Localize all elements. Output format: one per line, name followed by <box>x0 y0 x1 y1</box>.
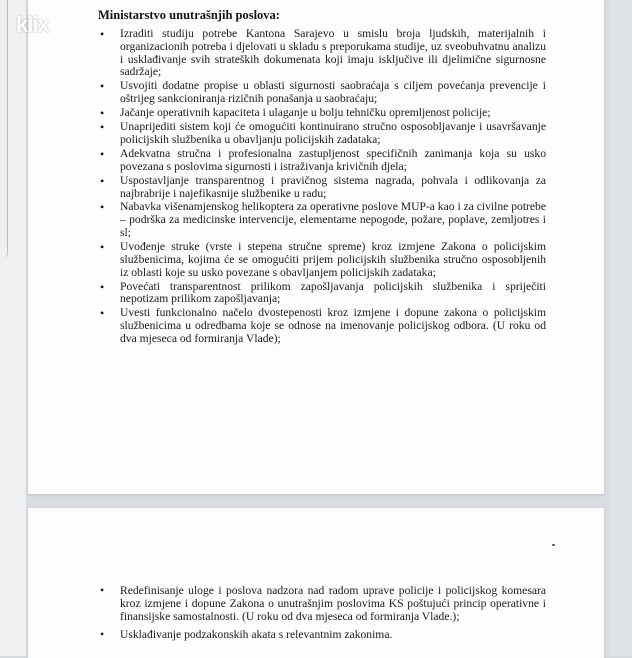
list-item-text: Redefinisanje uloge i poslova nadzora nad radom uprave policije i policijskog komesara kroz izmjene i dopune Zakona o unutrašnjim poslovima KS poštujući princip operativne i finansijske samostalnosti. (U roku od dva mjeseca od formiranja Vlade.); <box>120 584 546 624</box>
list-item <box>88 121 546 147</box>
list-item-text: Povećati transparentnost prilikom zapošljavanja policijskih službenika i spriječiti nepotizam prilikom zapošljavanja; <box>120 279 546 306</box>
bullet-icon: • <box>100 279 105 294</box>
list-item <box>88 628 546 641</box>
bullet-icon: • <box>100 200 105 215</box>
list-item <box>88 281 546 307</box>
list-item-text: Jačanje operativnih kapaciteta i ulaganje u bolju tehničku opremljenost policije; <box>120 106 491 120</box>
scan-speck <box>552 544 555 546</box>
list-item <box>88 107 546 120</box>
bullet-icon: • <box>100 306 105 321</box>
list-item <box>88 80 546 106</box>
list-item-text: Usvojiti dodatne propise u oblasti sigurnosti saobraćaja s ciljem povećanja prevencije i oštrijeg sankcioniranja rizičnih ponašanja u saobraćaju; <box>120 79 546 106</box>
bullet-icon: • <box>100 173 105 188</box>
list-item <box>88 148 546 174</box>
list-item <box>88 584 546 624</box>
list-item <box>88 28 546 79</box>
bullet-icon: • <box>100 146 105 161</box>
list-item-text: Unaprijediti sistem koji će omogućiti kontinuirano stručno osposobljavanje i usavršavanje policijskih službenika u obavljanju policijskih zadataka; <box>120 120 546 146</box>
measures-list <box>88 28 546 347</box>
right-gutter <box>610 0 632 656</box>
list-item-text: Uvesti funkcionalno načelo dvostepenosti kroz izmjene i dopune zakona o policijskim službenicima u odredbama koje se odnose na imenovanje policijskog odbora. (U roku od dva mjeseca od formiranja Vlade); <box>120 306 546 346</box>
bullet-icon: • <box>100 27 105 41</box>
bullet-icon: • <box>100 79 105 94</box>
list-item-text: Izraditi studiju potrebe Kantona Sarajevo u smislu broja ljudskih, materijalnih i organizacionih potreba i djelovati u skladu s preporukama studije, uz sveobuhvatnu analizu i usklađivanje svih strateških dokumenata koji imaju isključive ili djelimične sigurnosne sadržaje; <box>120 27 546 79</box>
left-panel <box>0 0 26 656</box>
list-item-text: Usklađivanje podzakonskih akata s relevantnim zakonima. <box>120 627 393 641</box>
measures-list-continued <box>88 584 546 645</box>
bullet-icon: • <box>100 240 105 255</box>
list-item-text: Nabavka višenamjenskog helikoptera za operativne poslove MUP-a kao i za civilne potrebe – podrška za medicinske intervencije, elementarne nepogode, požare, poplave, zemljotres i sl; <box>120 200 546 240</box>
klix-logo: klix <box>16 12 49 37</box>
bullet-icon: • <box>100 583 105 597</box>
list-item <box>88 201 546 239</box>
document-page-2 <box>28 508 604 658</box>
list-item-text: Uspostavljanje transparentnog i pravičnog sistema nagrada, pohvala i odlikovanja za najbrabrije i najefikasnije službenike u radu; <box>120 173 546 200</box>
bullet-icon: • <box>100 120 105 135</box>
list-item <box>88 175 546 201</box>
list-item <box>88 241 546 279</box>
list-item <box>88 307 546 345</box>
bullet-icon: • <box>100 106 105 121</box>
document-page-1 <box>28 0 604 494</box>
bullet-icon: • <box>100 626 105 641</box>
section-heading: Ministarstvo unutrašnjih poslova: <box>98 8 280 22</box>
left-panel-edge <box>3 0 8 258</box>
list-item-text: Adekvatna stručna i profesionalna zastupljenost specifičnih zanimanja koja su usko povezana s poslovima sigurnosti i istraživanja krivičnih djela; <box>120 146 546 173</box>
list-item-text: Uvođenje struke (vrste i stepena stručne spreme) kroz izmjene Zakona o policijskim službenicima, kojima će se omogućiti prijem policijskih službenika stručno osposobljenih iz oblasti koje su usko povezane s obavljanjem policijskih zadataka; <box>120 240 546 279</box>
